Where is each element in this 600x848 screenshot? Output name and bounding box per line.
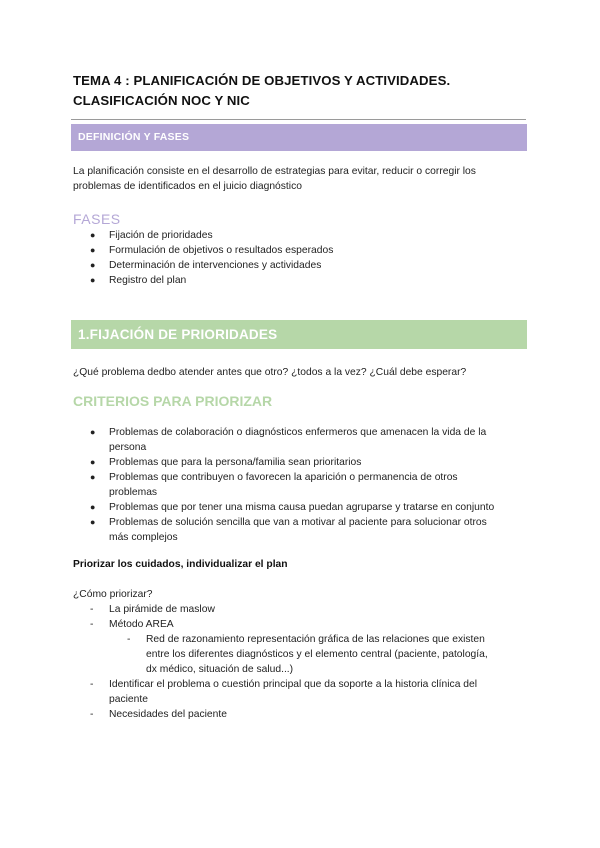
list-item: ● Problemas que contribuyen o favorecen la aparición o permanencia de otros problemas <box>90 472 458 498</box>
page-title <box>73 71 533 111</box>
bullet-icon: ● <box>90 230 96 240</box>
intro-line-2: problemas de identificados en el juicio diagnóstico <box>73 181 302 192</box>
bullet-icon: ● <box>90 260 96 270</box>
bullet-icon: ● <box>90 275 96 285</box>
list-item: - Red de razonamiento representación gráfica de las relaciones que existen entre los diferentes diagnósticos y el elemento central (paciente, patología, dx médico, situación de salud...) <box>127 634 488 675</box>
title-line-1: TEMA 4 : PLANIFICACIÓN DE OBJETIVOS Y ACTIVIDADES. <box>73 73 451 88</box>
dash-icon: - <box>127 634 131 645</box>
list-item: ● Fijación de prioridades <box>90 230 213 241</box>
fases-heading: FASES <box>73 211 121 227</box>
intro-paragraph <box>73 164 476 194</box>
bullet-icon: ● <box>90 245 96 255</box>
bullet-icon: ● <box>90 472 96 482</box>
priorizar-heading: Priorizar los cuidados, individualizar el plan <box>73 559 288 570</box>
dash-icon: - <box>90 619 94 630</box>
bullet-icon: ● <box>90 427 96 437</box>
bullet-icon: ● <box>90 517 96 527</box>
list-item: ● Formulación de objetivos o resultados esperados <box>90 245 334 256</box>
dash-icon: - <box>90 604 94 615</box>
list-item: - Identificar el problema o cuestión principal que da soporte a la historia clínica del paciente <box>90 679 478 705</box>
dash-icon: - <box>90 679 94 690</box>
criterios-heading: CRITERIOS PARA PRIORIZAR <box>73 393 273 409</box>
area-sublist <box>127 632 537 677</box>
list-item: ● Problemas que por tener una misma causa puedan agruparse y tratarse en conjunto <box>90 502 495 513</box>
question-line: ¿Qué problema dedbo atender antes que otro? ¿todos a la vez? ¿Cuál debe esperar? <box>73 367 467 378</box>
fases-list <box>90 228 333 288</box>
section-band-definicion: DEFINICIÓN Y FASES <box>71 124 527 151</box>
list-item: ● Registro del plan <box>90 275 187 286</box>
dash-icon: - <box>90 709 94 720</box>
bullet-icon: ● <box>90 502 96 512</box>
list-item: - Método AREA - Red de razonamiento representación gráfica de las relaciones que existen entre los diferentes diagnósticos y el elemento central (paciente, patología, dx médico, situación de salud...) <box>90 617 530 677</box>
intro-line-1: La planificación consiste en el desarrollo de estrategias para evitar, reducir o corregir los <box>73 166 476 177</box>
list-item: - Necesidades del paciente <box>90 709 227 720</box>
bullet-icon: ● <box>90 457 96 467</box>
list-item: ● Determinación de intervenciones y actividades <box>90 260 322 271</box>
section-band-fijacion: 1.FIJACIÓN DE PRIORIDADES <box>71 320 527 349</box>
list-item: ● Problemas de solución sencilla que van a motivar al paciente para solucionar otros más complejos <box>90 517 487 543</box>
metodos-list <box>90 602 530 722</box>
title-divider <box>71 119 526 120</box>
como-priorizar-line: ¿Cómo priorizar? <box>73 589 153 600</box>
list-item: ● Problemas que para la persona/familia sean prioritarios <box>90 457 362 468</box>
title-line-2: CLASIFICACIÓN NOC Y NIC <box>73 93 250 108</box>
list-item: ● Problemas de colaboración o diagnósticos enfermeros que amenacen la vida de la persona <box>90 427 487 453</box>
list-item: - La pirámide de maslow <box>90 604 215 615</box>
criterios-list <box>90 425 530 545</box>
